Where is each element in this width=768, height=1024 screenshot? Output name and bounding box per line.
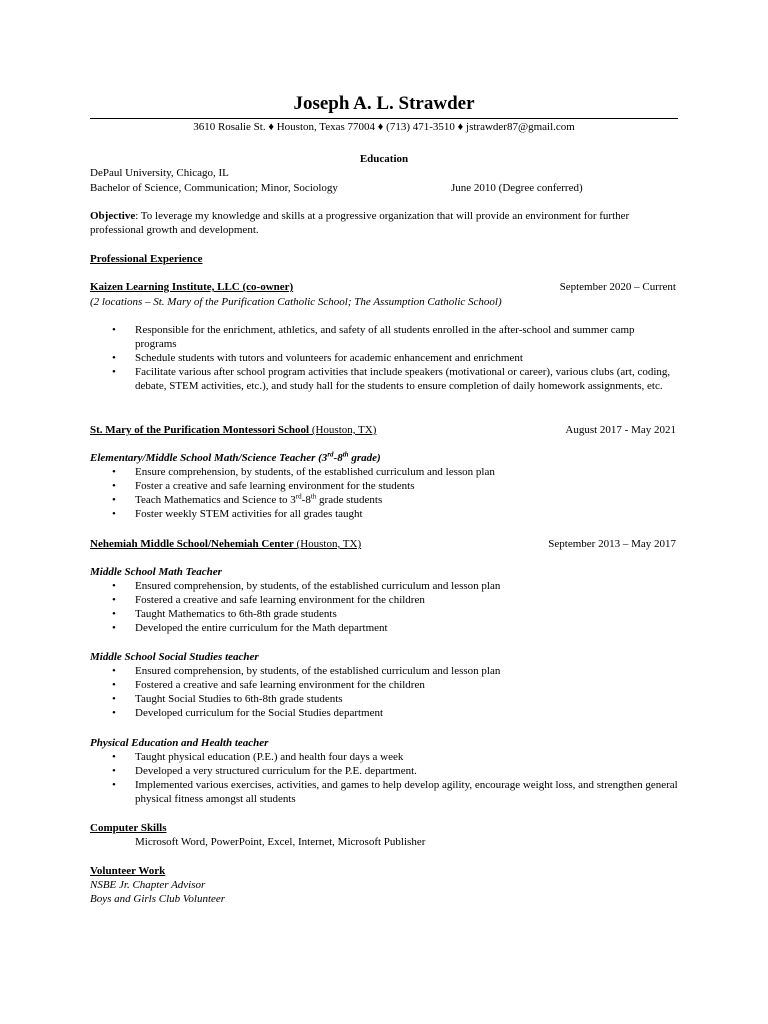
pe-teacher-title: Physical Education and Health teacher xyxy=(90,737,269,749)
stmary-header xyxy=(90,423,376,437)
list-item: • Foster a creative and safe learning environment for the students xyxy=(90,479,678,493)
list-item: • Developed a very structured curriculum for the P.E. department. xyxy=(90,764,678,778)
list-item: • Responsible for the enrichment, athletics, and safety of all students enrolled in the after-school and summer camp programs xyxy=(90,323,678,351)
list-item: • Developed the entire curriculum for the Math department xyxy=(90,621,678,635)
education-school: DePaul University, Chicago, IL xyxy=(90,167,229,179)
kaizen-org: Kaizen Learning Institute, LLC (co-owner) xyxy=(90,281,294,293)
nehemiah-header xyxy=(90,537,361,551)
contact-line: 3610 Rosalie St. ♦ Houston, Texas 77004 ♦ (713) 471-3510 ♦ jstrawder87@gmail.com xyxy=(193,121,575,133)
list-item: • Ensure comprehension, by students, of the established curriculum and lesson plan xyxy=(90,465,678,479)
stmary-date: August 2017 - May 2021 xyxy=(565,424,676,436)
kaizen-bullet-list xyxy=(90,323,678,393)
kaizen-locations: (2 locations – St. Mary of the Purification Catholic School; The Assumption Catholic School) xyxy=(90,296,502,308)
resume-name: Joseph A. L. Strawder xyxy=(293,93,475,114)
volunteer-heading: Volunteer Work xyxy=(90,865,166,877)
objective-text: : To leverage my knowledge and skills at a progressive organization that will provide an environment for further professional growth and development. xyxy=(90,210,630,236)
education-date: June 2010 (Degree conferred) xyxy=(451,182,583,194)
experience-heading: Professional Experience xyxy=(90,253,203,265)
list-item: • Fostered a creative and safe learning environment for the children xyxy=(90,678,678,692)
list-item: • Taught Mathematics to 6th-8th grade students xyxy=(90,607,678,621)
objective xyxy=(90,209,678,237)
skills-text: Microsoft Word, PowerPoint, Excel, Internet, Microsoft Publisher xyxy=(135,836,426,848)
stmary-role: Elementary/Middle School Math/Science Teacher (3rd-8th grade) xyxy=(90,450,381,464)
volunteer-item: Boys and Girls Club Volunteer xyxy=(90,893,226,905)
stmary-location: (Houston, TX) xyxy=(309,424,377,436)
list-item: • Teach Mathematics and Science to 3rd-8th grade students xyxy=(90,493,678,507)
objective-label: Objective xyxy=(90,210,136,222)
list-item: • Developed curriculum for the Social Studies department xyxy=(90,706,678,720)
list-item: • Facilitate various after school program activities that include speakers (motivational or career), various clubs (art, coding, debate, STEM activities, etc.), and study hall for the students to ensure completion of daily homework assignments, etc. xyxy=(90,365,678,393)
kaizen-date: September 2020 – Current xyxy=(559,281,676,293)
social-studies-bullet-list xyxy=(90,664,678,720)
pe-teacher-bullet-list xyxy=(90,750,678,806)
header-divider xyxy=(90,118,678,119)
list-item: • Implemented various exercises, activities, and games to help develop agility, encourage weight loss, and strengthen general physical fitness amongst all students xyxy=(90,778,678,806)
education-degree: Bachelor of Science, Communication; Minor, Sociology xyxy=(90,182,338,194)
list-item: • Fostered a creative and safe learning environment for the children xyxy=(90,593,678,607)
list-item: • Ensured comprehension, by students, of the established curriculum and lesson plan xyxy=(90,664,678,678)
social-studies-title: Middle School Social Studies teacher xyxy=(90,651,259,663)
math-teacher-title: Middle School Math Teacher xyxy=(90,566,222,578)
list-item: • Ensured comprehension, by students, of the established curriculum and lesson plan xyxy=(90,579,678,593)
education-heading: Education xyxy=(359,153,409,165)
list-item: • Foster weekly STEM activities for all grades taught xyxy=(90,507,678,521)
nehemiah-date: September 2013 – May 2017 xyxy=(548,538,676,550)
list-item: • Schedule students with tutors and volunteers for academic enhancement and enrichment xyxy=(90,351,678,365)
math-teacher-bullet-list xyxy=(90,579,678,635)
skills-heading: Computer Skills xyxy=(90,822,167,834)
stmary-bullet-list xyxy=(90,465,678,521)
volunteer-item: NSBE Jr. Chapter Advisor xyxy=(90,879,206,891)
nehemiah-org: Nehemiah Middle School/Nehemiah Center xyxy=(90,538,294,550)
list-item: • Taught Social Studies to 6th-8th grade students xyxy=(90,692,678,706)
nehemiah-location: (Houston, TX) xyxy=(293,538,362,550)
list-item: • Taught physical education (P.E.) and health four days a week xyxy=(90,750,678,764)
stmary-org: St. Mary of the Purification Montessori School xyxy=(90,424,310,436)
